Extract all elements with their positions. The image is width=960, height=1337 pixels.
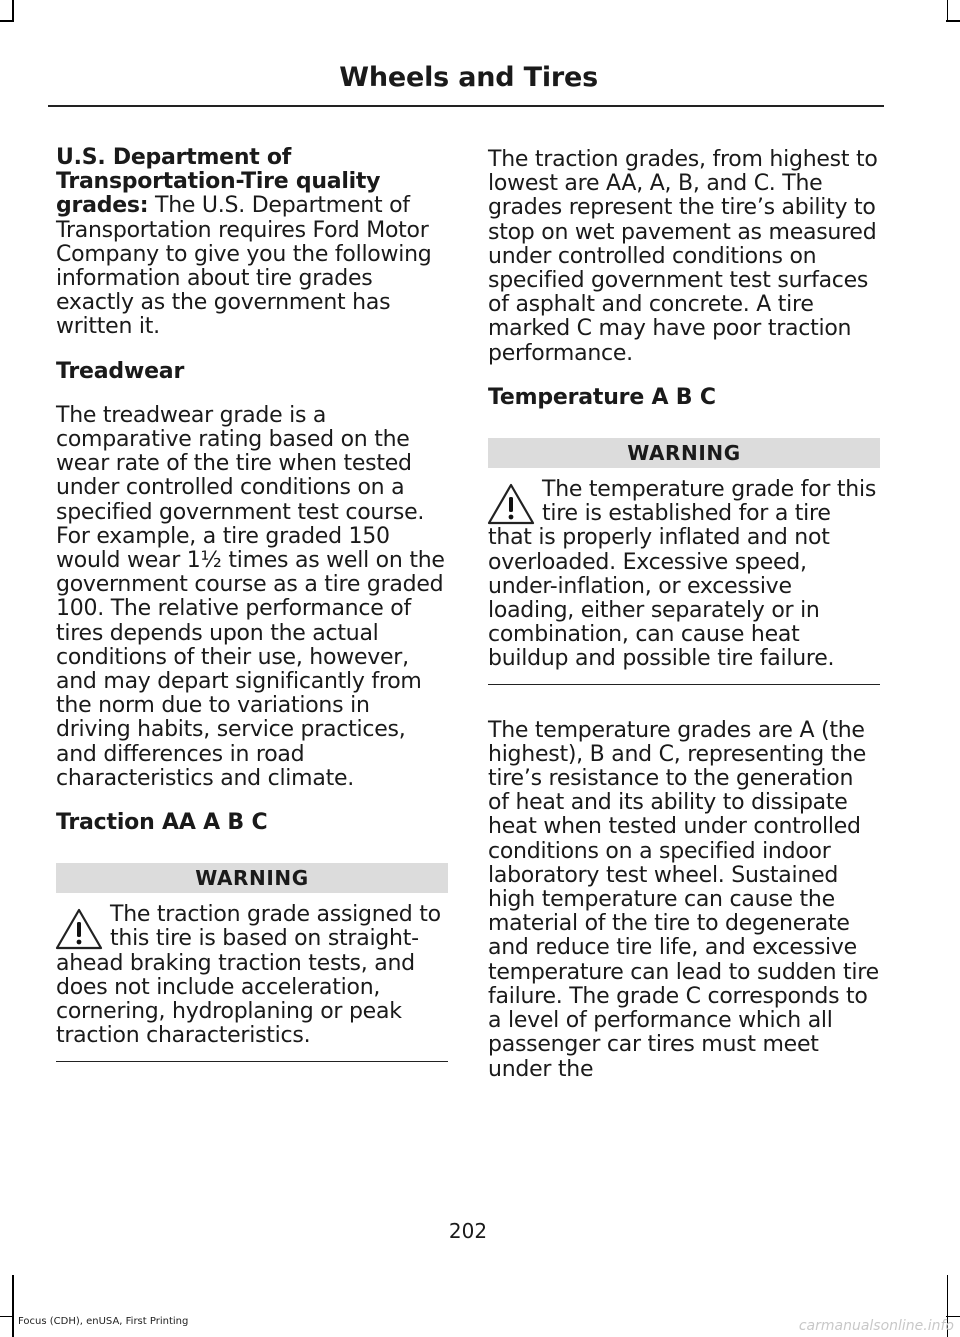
crop-mark — [0, 20, 14, 22]
temperature-grades-paragraph: The temperature grades are A (the highest), B and C, representing the tire’s resistance to the generation of heat and its ability to dissipate heat when tested under controlled conditions on a specified indoor laboratory test wheel. Sustained high temperature can cause the material of the tire to degenerate and reduce tire life, and excessive temperature can lead to sudden tire failure. The grade C corresponds to a level of performance which all passenger car tires must meet under the — [488, 717, 879, 1082]
treadwear-heading: Treadwear — [56, 358, 185, 384]
left-column — [56, 146, 448, 1096]
crop-mark — [12, 1275, 14, 1337]
traction-warning — [56, 903, 448, 1061]
intro-text: The U.S. Department of Transportation requires Ford Motor Company to give you the following information about tire grades exactly as the government has written it. — [56, 193, 432, 340]
warning-bar: WARNING — [56, 863, 448, 893]
intro-heading: U.S. Department of Transportation-Tire quality grades: — [56, 145, 381, 219]
crop-mark — [946, 1316, 960, 1318]
printing-info: Focus (CDH), enUSA, First Printing — [18, 1316, 189, 1327]
right-column — [488, 148, 880, 1102]
page-title: Wheels and Tires — [339, 62, 598, 93]
header-divider — [48, 105, 884, 107]
temperature-warning-text: The temperature grade for this tire is established for a tire that is properly inflated and not overloaded. Excessive speed, under-inflation, or excessive loading, either separately or in combination, can cause heat buildup and possible tire failure. — [488, 477, 877, 672]
crop-mark — [12, 0, 14, 22]
crop-mark — [0, 1316, 14, 1318]
warning-bar: WARNING — [488, 438, 880, 468]
temperature-warning — [488, 478, 880, 685]
traction-grades-paragraph: The traction grades, from highest to lowest are AA, A, B, and C. The grades represent the tire’s ability to stop on wet pavement as measured under controlled conditions on specified government test surfaces of asphalt and concrete. A tire marked C may have poor traction performance. — [488, 147, 878, 366]
crop-mark — [947, 0, 949, 22]
traction-heading: Traction AA A B C — [56, 810, 268, 836]
treadwear-paragraph: The treadwear grade is a comparative rating based on the wear rate of the tire when tested under controlled conditions on a specified government test course. For example, a tire graded 150 would wear 1½ times as well on the government course as a tire graded 100. The relative performance of tires depends upon the actual conditions of their use, however, and may depart significantly from the norm due to variations in driving habits, service practices, and differences in road characteristics and climate. — [56, 402, 445, 791]
traction-warning-text: The traction grade assigned to this tire is based on straight-ahead braking traction tests, and does not include acceleration, cornering, hydroplaning or peak traction characteristics. — [56, 902, 441, 1049]
page-number: 202 — [448, 1219, 488, 1243]
warning-triangle-icon — [54, 907, 104, 951]
watermark: carmanualsonline.info — [798, 1318, 954, 1334]
crop-mark — [946, 20, 960, 22]
warning-triangle-icon — [486, 482, 536, 526]
temperature-heading: Temperature A B C — [488, 384, 716, 410]
intro-paragraph — [56, 146, 448, 340]
